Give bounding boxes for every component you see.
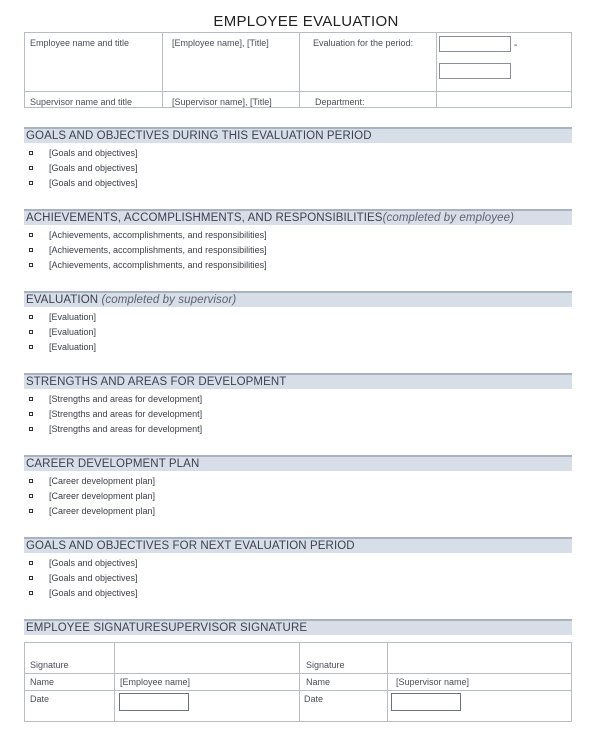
section-title: GOALS AND OBJECTIVES DURING THIS EVALUATION PERIOD [26,130,372,142]
list-item[interactable]: [Career development plan] [24,506,572,521]
section-note: (completed by supervisor) [101,294,237,306]
checkbox-icon [29,397,33,401]
employee-name-value[interactable]: [Employee name] [120,677,191,687]
section-heading [24,127,572,143]
period-end-field[interactable] [439,63,511,79]
list-item[interactable]: [Strengths and areas for development] [24,394,572,409]
table-divider [162,33,163,107]
supervisor-name-label: Supervisor name and title [30,97,133,107]
checkbox-icon [29,591,33,595]
checkbox-icon [29,315,33,319]
table-divider [436,33,437,107]
supervisor-date-field[interactable] [391,693,461,711]
header-info-table [24,32,572,108]
checkbox-icon [29,412,33,416]
list-item[interactable]: [Strengths and areas for development] [24,424,572,439]
section-note: (completed by employee) [382,212,514,224]
employee-date-label: Date [30,694,50,704]
list-item[interactable]: [Goals and objectives] [24,573,572,588]
list-item[interactable]: [Career development plan] [24,476,572,491]
period-dash: - [514,40,518,51]
period-start-field[interactable] [439,36,511,52]
table-divider [387,643,388,721]
section-title: STRENGTHS AND AREAS FOR DEVELOPMENT [26,376,287,388]
checkbox-icon [29,345,33,349]
employee-name-value[interactable]: [Employee name], [Title] [172,38,269,48]
checkbox-icon [29,561,33,565]
checkbox-icon [29,248,33,252]
list-item[interactable]: [Achievements, accomplishments, and responsibilities] [24,260,572,275]
checkbox-icon [29,576,33,580]
list-item[interactable]: [Evaluation] [24,312,572,327]
section-title: CAREER DEVELOPMENT PLAN [26,458,200,470]
checkbox-icon [29,263,33,267]
department-label: Department: [315,97,365,107]
section-title: GOALS AND OBJECTIVES FOR NEXT EVALUATION PERIOD [26,540,355,552]
table-divider [25,673,571,674]
list-item[interactable]: [Achievements, accomplishments, and responsibilities] [24,230,572,245]
supervisor-date-label: Date [304,694,324,704]
list-item[interactable]: [Goals and objectives] [24,178,572,193]
section-title: EMPLOYEE SIGNATURESUPERVISOR SIGNATURE [26,622,308,634]
section-heading [24,455,572,471]
checkbox-icon [29,166,33,170]
table-divider [299,33,300,107]
section-goals-current [24,127,572,193]
section-title: ACHIEVEMENTS, ACCOMPLISHMENTS, AND RESPONSIBILITIES [26,212,383,224]
checkbox-icon [29,330,33,334]
list-item[interactable]: [Evaluation] [24,327,572,342]
section-heading [24,619,572,635]
section-evaluation [24,291,572,357]
section-heading [24,537,572,553]
checkbox-icon [29,427,33,431]
list-item[interactable]: [Goals and objectives] [24,588,572,603]
employee-date-field[interactable] [119,693,189,711]
list-item[interactable]: [Achievements, accomplishments, and responsibilities] [24,245,572,260]
section-goals-next [24,537,572,603]
section-achievements [24,209,572,275]
employee-name-label: Employee name and title [30,38,130,48]
supervisor-name-value[interactable]: [Supervisor name] [396,677,470,687]
checkbox-icon [29,151,33,155]
table-divider [299,643,300,721]
table-divider [25,91,571,92]
period-label: Evaluation for the period: [313,38,414,48]
section-heading [24,291,572,307]
list-item[interactable]: [Career development plan] [24,491,572,506]
list-item[interactable]: [Goals and objectives] [24,163,572,178]
checkbox-icon [29,509,33,513]
section-heading [24,209,572,225]
section-signature [24,619,572,635]
signature-table [24,642,572,722]
checkbox-icon [29,494,33,498]
list-item[interactable]: [Goals and objectives] [24,558,572,573]
table-divider [25,690,571,691]
employee-signature-label: Signature [30,660,69,670]
supervisor-name-label: Name [306,677,331,687]
list-item[interactable]: [Strengths and areas for development] [24,409,572,424]
table-divider [114,643,115,721]
checkbox-icon [29,479,33,483]
supervisor-signature-label: Signature [306,660,345,670]
section-career-plan [24,455,572,521]
list-item[interactable]: [Evaluation] [24,342,572,357]
checkbox-icon [29,181,33,185]
section-title: EVALUATION [26,294,99,306]
document-title: EMPLOYEE EVALUATION [213,13,399,30]
list-item[interactable]: [Goals and objectives] [24,148,572,163]
supervisor-name-value[interactable]: [Supervisor name], [Title] [172,97,272,107]
section-heading [24,373,572,389]
employee-name-label: Name [30,677,55,687]
checkbox-icon [29,233,33,237]
section-strengths [24,373,572,439]
